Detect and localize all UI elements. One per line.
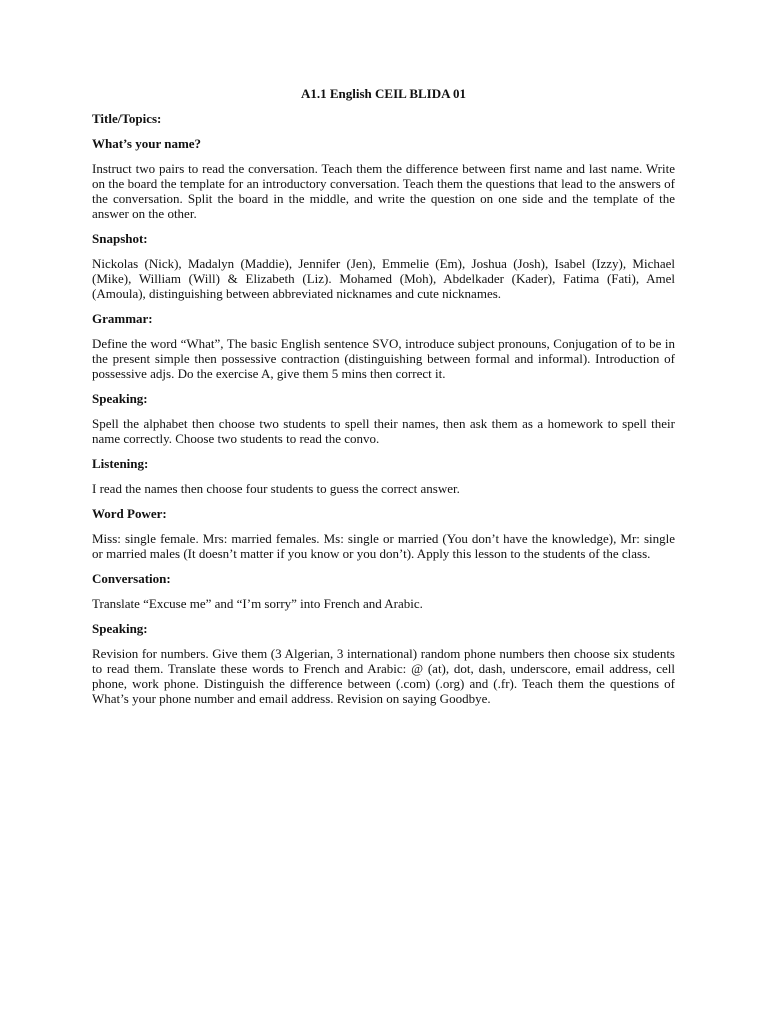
paragraph-grammar: Define the word “What”, The basic English sentence SVO, introduce subject pronouns, Conjugation of to be in the present simple then possessive contraction (distinguishing between formal and informal). Introduction of possessive adjs. Do the exercise A, give them 5 mins then correct it. (92, 336, 675, 381)
paragraph-speaking: Spell the alphabet then choose two students to spell their names, then ask them as a homework to spell their name correctly. Choose two students to read the convo. (92, 416, 675, 446)
paragraph-conversation: Translate “Excuse me” and “I’m sorry” into French and Arabic. (92, 596, 423, 611)
document-title: A1.1 English CEIL BLIDA 01 (300, 86, 467, 101)
paragraph-whats-your-name: Instruct two pairs to read the conversation. Teach them the difference between first name and last name. Write on the board the template for an introductory conversation. Teach them the questions that lead to the answers of the conversation. Split the board in the middle, and write the question on one side and the template of the answer on the other. (92, 161, 675, 221)
paragraph-snapshot: Nickolas (Nick), Madalyn (Maddie), Jennifer (Jen), Emmelie (Em), Joshua (Josh), Isabel (Izzy), Michael (Mike), William (Will) & Elizabeth (Liz). Mohamed (Moh), Abdelkader (Kader), Fatima (Fati), Amel (Amoula), distinguishing between abbreviated nicknames and cute nicknames. (92, 256, 675, 301)
section-heading-grammar: Grammar: (92, 311, 153, 326)
section-heading-snapshot: Snapshot: (92, 231, 148, 246)
paragraph-speaking-2: Revision for numbers. Give them (3 Algerian, 3 international) random phone numbers then choose six students to read them. Translate these words to French and Arabic: @ (at), dot, dash, underscore, email address, cell phone, work phone. Distinguish the difference between (.com) (.org) and (.fr). Teach them the questions of What’s your phone number and email address. Revision on saying Goodbye. (92, 646, 675, 706)
section-heading-word-power: Word Power: (92, 506, 167, 521)
section-heading-conversation: Conversation: (92, 571, 171, 586)
section-heading-title-topics: Title/Topics: (92, 111, 162, 126)
paragraph-word-power: Miss: single female. Mrs: married females. Ms: single or married (You don’t have the knowledge), Mr: single or married males (It doesn’t matter if you know or you don’t). Apply this lesson to the students of the class. (92, 531, 675, 561)
section-heading-speaking-2: Speaking: (92, 621, 148, 636)
section-heading-whats-your-name: What’s your name? (92, 136, 202, 151)
section-heading-listening: Listening: (92, 456, 149, 471)
paragraph-listening: I read the names then choose four students to guess the correct answer. (92, 481, 460, 496)
document-page (92, 86, 675, 716)
section-heading-speaking: Speaking: (92, 391, 148, 406)
